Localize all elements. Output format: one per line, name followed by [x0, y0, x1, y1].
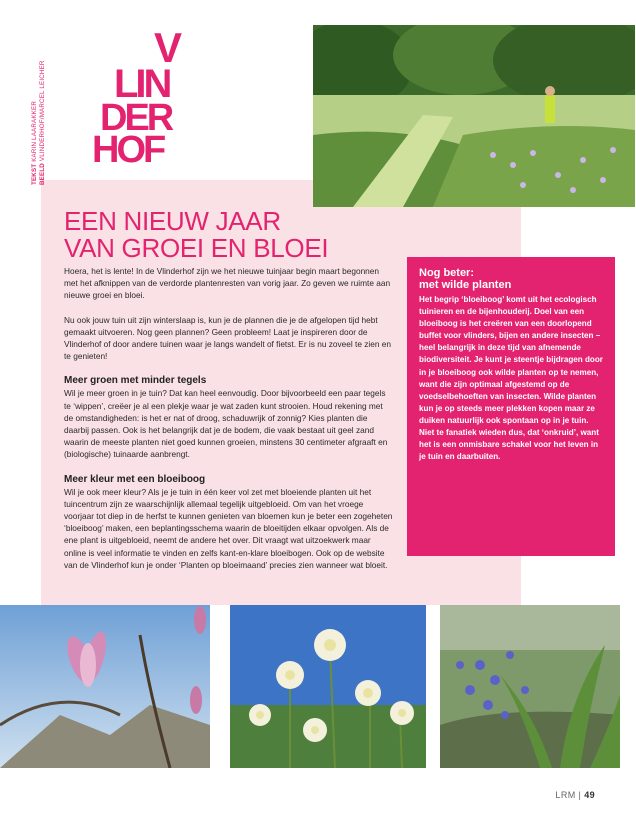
logo-line-3: DER [100, 97, 172, 139]
garden-photo [313, 25, 635, 207]
body-paragraph: Nu ook jouw tuin uit zijn winterslaap is, kun je de plannen die je de afgelopen tijd hebt gemaakt uitvoeren. Nog geen plannen? Geen probleem! Laat je inspireren door de Vlinderhof of door andere tuinen waar je langs wandelt of fietst. Er is nu zoveel te zien en te genieten! [64, 314, 392, 362]
logo-line-4: HOF [92, 129, 164, 164]
section-heading-bloom: Meer kleur met een bloeiboog [64, 473, 206, 485]
credit-image-label: BEELD [39, 163, 46, 185]
section-text-bloom: Wil je ook meer kleur? Als je je tuin in één keer vol zet met bloeiende planten uit het tuincentrum zijn ze waarschijnlijk allemaal tegelijk uitgebloeid. Om van het vroege voorjaar tot diep in de herfst te kunnen genieten van bloemen kun je beter een zogeheten ‘bloeiboog’ maken, een beplantingsschema waarin de bloeitijden elkaar opvolgen. Als de ene plant is uitgebloeid, neemt de andere het over. Dit vraagt wat uitzoekwerk maar online is veel informatie te vinden en zelfs kant-en-klare bloeibogen. Ook op de website van de Vlinderhof kun je onder ‘Planten op bloeimaand’ precies zien wanneer wat bloeit. [64, 486, 393, 570]
section-heading-tiles: Meer groen met minder tegels [64, 375, 207, 387]
magazine-name: LRM [555, 790, 576, 800]
page-number: 49 [584, 790, 595, 800]
section-text-tiles: Wil je meer groen in je tuin? Dat kan heel eenvoudig. Door bijvoorbeeld een paar tegels te ‘wippen’, creëer je al een plekje waar je wat zaden kunt strooien. Houd rekening met de omstandigheden: is het er nat of droog, schaduwrijk of zonnig? Kies planten die daarbij passen. Ook is het belangrijk dat je de bodem, die vaak bestaat uit geel zand waarin de meeste planten niet goed kunnen groeien, minstens 30 centimeter afgraaft en (biologische) tuinaarde aanbrengt. [64, 388, 388, 460]
logo-line-2: LIN [114, 62, 170, 106]
sidebar-heading [419, 267, 603, 291]
sidebar-text: Het begrip ‘bloeiboog’ komt uit het ecologisch tuinieren en de bijenhouderij. Doel van een bloeiboog is het creëren van een doorlopend buffet voor vlinders, bijen en andere insecten – heel belangrijk in deze tijd van afnemende biodiversiteit. Je kunt je steentje bijdragen door in je bloeiboog ook wilde planten op te nemen, want die zijn optimaal afgestemd op de voedselbehoeften van insecten. Wilde planten kun je op steeds meer plekken kopen maar ze duiken natuurlijk ook spontaan op in je tuin. Niet te fanatiek wieden dus, dat ‘onkruid’, want het is een onmisbare schakel voor het leven in je tuin en daarbuiten. [419, 295, 603, 462]
sidebar-box [407, 257, 615, 556]
credit-image-value: VLINDERHOF/MARCEL LEICHER [39, 60, 46, 162]
credit-text-label: TEKST [31, 163, 38, 185]
headline-line-1: EEN NIEUW JAAR [64, 206, 281, 236]
sidebar-heading-line-2: met wilde planten [419, 279, 512, 291]
article-headline [64, 208, 328, 262]
logo-line-1: V [154, 26, 180, 71]
photo-credits [31, 60, 47, 185]
page-footer [555, 790, 595, 800]
credit-text-value: KARIN LAARAKKER [31, 101, 38, 162]
article-body [64, 265, 394, 583]
intro-paragraph: Hoera, het is lente! In de Vlinderhof zijn we het nieuwe tuinjaar begin maart begonnen met het afknippen van de verdorde plantenresten van vorig jaar. Zo geven we ruimte aan nieuwe groei en bloei. [64, 266, 391, 301]
sidebar-heading-line-1: Nog beter: [419, 267, 474, 279]
footer-separator: | [578, 790, 582, 800]
headline-line-2: VAN GROEI EN BLOEI [64, 233, 329, 263]
scilla-photo [440, 605, 620, 768]
magnolia-photo [0, 605, 210, 768]
vlinderhof-logo [92, 26, 230, 164]
narcissus-photo [230, 605, 426, 768]
